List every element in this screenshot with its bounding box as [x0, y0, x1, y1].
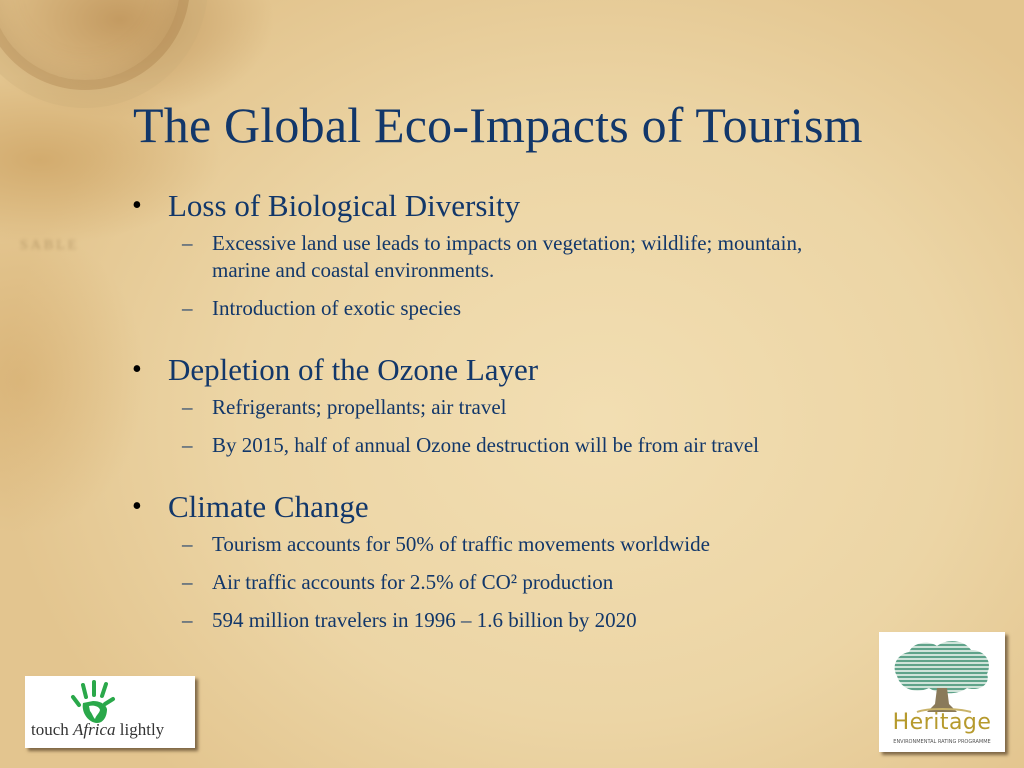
logo-wordmark [31, 720, 164, 740]
sub-bullet-text: Excessive land use leads to impacts on vegetation; wildlife; mountain, marine and coastal environments. [212, 231, 803, 282]
section-ozone [132, 352, 912, 459]
green-hand-africa-icon [69, 679, 129, 725]
dash-marker: – [182, 296, 193, 320]
dash-marker: – [182, 433, 193, 457]
sub-bullet-text: Air traffic accounts for 2.5% of CO² production [212, 570, 614, 594]
heritage-logo [879, 632, 1005, 752]
bullet-heading: • Climate Change [132, 489, 912, 525]
section-climate [132, 489, 912, 634]
slide-title: The Global Eco-Impacts of Tourism [133, 97, 863, 153]
dash-marker: – [182, 395, 193, 419]
dash-marker: – [182, 231, 193, 255]
sub-bullet-text: 594 million travelers in 1996 – 1.6 billion by 2020 [212, 608, 637, 632]
bullet-heading: • Loss of Biological Diversity [132, 188, 912, 224]
dash-marker: – [182, 570, 193, 594]
touch-africa-lightly-logo [25, 676, 195, 748]
sub-bullet-text: By 2015, half of annual Ozone destruction will be from air travel [212, 433, 760, 457]
dash-marker: – [182, 532, 193, 556]
slide-body [132, 188, 912, 656]
section-biodiversity [132, 188, 912, 322]
sub-bullet [132, 569, 912, 596]
sub-bullet-text: Tourism accounts for 50% of traffic movements worldwide [212, 532, 710, 556]
sub-bullet [132, 531, 912, 558]
sub-bullet [132, 394, 832, 421]
wordmark-part: lightly [115, 720, 165, 739]
oak-tree-icon [887, 636, 997, 716]
bullet-heading: • Depletion of the Ozone Layer [132, 352, 912, 388]
heritage-subtitle: ENVIRONMENTAL RATING PROGRAMME [893, 739, 991, 745]
compass-decoration [0, 0, 190, 90]
wordmark-italic: Africa [73, 720, 116, 739]
sub-bullet [132, 432, 832, 459]
wordmark-part: touch [31, 720, 74, 739]
sub-bullet-text: Refrigerants; propellants; air travel [212, 395, 507, 419]
map-label: SABLE [20, 238, 80, 253]
sub-bullet-text: Introduction of exotic species [212, 296, 462, 320]
heritage-wordmark: Heritage [892, 710, 992, 735]
sub-bullet [132, 607, 912, 634]
sub-bullet [132, 230, 832, 284]
sub-bullet [132, 295, 832, 322]
dash-marker: – [182, 608, 193, 632]
